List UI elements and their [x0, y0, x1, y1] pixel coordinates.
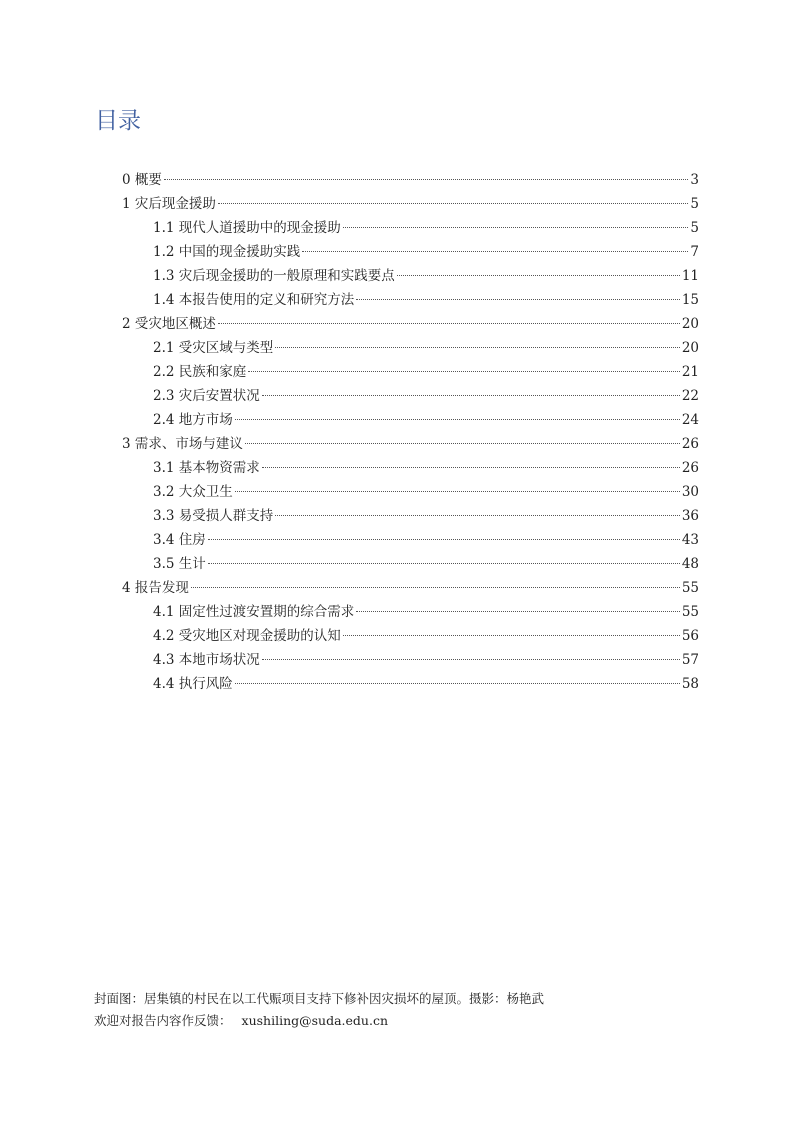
- toc-entry-page-number: 26: [681, 436, 699, 452]
- toc-entry-label: 4.3 本地市场状况: [153, 652, 260, 668]
- toc-entry-page-number: 11: [681, 268, 699, 284]
- toc-leader-dots: [275, 515, 680, 516]
- toc-leader-dots: [235, 491, 680, 492]
- toc-entry-page-number: 36: [681, 508, 699, 524]
- toc-leader-dots: [208, 539, 680, 540]
- toc-entry-label: 2 受灾地区概述: [122, 316, 216, 332]
- footer: [94, 988, 544, 1032]
- toc-entry[interactable]: [153, 384, 699, 408]
- feedback-email-link[interactable]: xushiling@suda.edu.cn: [241, 1013, 388, 1028]
- toc-entry-label: 2.1 受灾区域与类型: [153, 340, 274, 356]
- toc-leader-dots: [262, 659, 680, 660]
- toc-leader-dots: [235, 683, 680, 684]
- toc-leader-dots: [275, 347, 680, 348]
- toc-entry-label: 1 灾后现金援助: [122, 196, 216, 212]
- toc-entry[interactable]: [153, 288, 699, 312]
- toc-entry[interactable]: [153, 456, 699, 480]
- toc-leader-dots: [248, 371, 680, 372]
- toc-entry[interactable]: [122, 576, 699, 600]
- toc-entry[interactable]: [153, 336, 699, 360]
- toc-entry-label: 3.1 基本物资需求: [153, 460, 260, 476]
- toc-entry-page-number: 48: [681, 556, 699, 572]
- toc-entry-label: 2.3 灾后安置状况: [153, 388, 260, 404]
- toc-entry-label: 0 概要: [122, 172, 162, 188]
- toc-entry[interactable]: [153, 360, 699, 384]
- toc-entry-label: 4.2 受灾地区对现金援助的认知: [153, 628, 341, 644]
- toc-leader-dots: [245, 443, 680, 444]
- toc-entry-label: 3 需求、市场与建议: [122, 436, 243, 452]
- toc-entry[interactable]: [153, 240, 699, 264]
- toc-entry-label: 2.4 地方市场: [153, 412, 233, 428]
- toc-entry[interactable]: [153, 480, 699, 504]
- toc-entry-label: 4.1 固定性过渡安置期的综合需求: [153, 604, 355, 620]
- toc-leader-dots: [262, 467, 680, 468]
- toc-leader-dots: [164, 179, 689, 180]
- toc-entry[interactable]: [153, 600, 699, 624]
- toc-entry-label: 3.2 大众卫生: [153, 484, 233, 500]
- toc-entry-page-number: 30: [681, 484, 699, 500]
- toc-leader-dots: [356, 611, 680, 612]
- toc-entry-page-number: 58: [681, 676, 699, 692]
- toc-entry-label: 4.4 执行风险: [153, 676, 233, 692]
- toc-entry-label: 2.2 民族和家庭: [153, 364, 247, 380]
- toc-entry-page-number: 5: [690, 220, 699, 236]
- toc-entry-page-number: 5: [690, 196, 699, 212]
- toc-entry-page-number: 57: [681, 652, 699, 668]
- toc-entry-page-number: 15: [681, 292, 699, 308]
- toc-entry[interactable]: [153, 552, 699, 576]
- cover-caption-text: 封面图：居集镇的村民在以工代赈项目支持下修补因灾损坏的屋顶。摄影：杨艳武: [94, 991, 545, 1006]
- toc-entry[interactable]: [153, 648, 699, 672]
- toc-entry-page-number: 20: [681, 340, 699, 356]
- toc-entry-page-number: 20: [681, 316, 699, 332]
- toc-entry-page-number: 21: [681, 364, 699, 380]
- toc-entry-label: 1.4 本报告使用的定义和研究方法: [153, 292, 355, 308]
- toc-entry[interactable]: [153, 504, 699, 528]
- feedback-label: 欢迎对报告内容作反馈：: [94, 1013, 232, 1028]
- toc-entry[interactable]: [153, 528, 699, 552]
- toc-entry-label: 3.4 住房: [153, 532, 206, 548]
- toc-entry[interactable]: [122, 432, 699, 456]
- toc-entry-page-number: 26: [681, 460, 699, 476]
- toc-entry-page-number: 56: [681, 628, 699, 644]
- toc-entry-label: 4 报告发现: [122, 580, 189, 596]
- cover-caption: [94, 988, 544, 1010]
- toc-entry[interactable]: [153, 216, 699, 240]
- toc-entry[interactable]: [122, 312, 699, 336]
- toc-leader-dots: [235, 419, 680, 420]
- toc-entry[interactable]: [153, 672, 699, 696]
- toc-leader-dots: [218, 203, 689, 204]
- toc-entry-page-number: 24: [681, 412, 699, 428]
- toc-entry-label: 3.5 生计: [153, 556, 206, 572]
- toc-entry-page-number: 55: [681, 604, 699, 620]
- toc-leader-dots: [262, 395, 680, 396]
- toc-entry[interactable]: [153, 264, 699, 288]
- toc-entry-page-number: 3: [690, 172, 699, 188]
- toc-entry[interactable]: [153, 408, 699, 432]
- toc-entry-label: 3.3 易受损人群支持: [153, 508, 274, 524]
- toc-entry-label: 1.1 现代人道援助中的现金援助: [153, 220, 341, 236]
- toc-entry-page-number: 55: [681, 580, 699, 596]
- toc-entry[interactable]: [122, 192, 699, 216]
- toc-leader-dots: [356, 299, 680, 300]
- toc-entry-page-number: 22: [681, 388, 699, 404]
- toc-entry[interactable]: [122, 168, 699, 192]
- toc-entry-page-number: 7: [690, 244, 699, 260]
- page-title: 目录: [95, 108, 141, 134]
- toc-leader-dots: [397, 275, 680, 276]
- toc-entry[interactable]: [153, 624, 699, 648]
- toc-leader-dots: [343, 635, 680, 636]
- toc-entry-label: 1.2 中国的现金援助实践: [153, 244, 301, 260]
- toc-leader-dots: [208, 563, 680, 564]
- feedback-line: [94, 1010, 544, 1032]
- toc-entry-label: 1.3 灾后现金援助的一般原理和实践要点: [153, 268, 395, 284]
- toc-leader-dots: [343, 227, 689, 228]
- toc-leader-dots: [191, 587, 680, 588]
- toc-leader-dots: [218, 323, 680, 324]
- toc-entry-page-number: 43: [681, 532, 699, 548]
- toc-leader-dots: [302, 251, 688, 252]
